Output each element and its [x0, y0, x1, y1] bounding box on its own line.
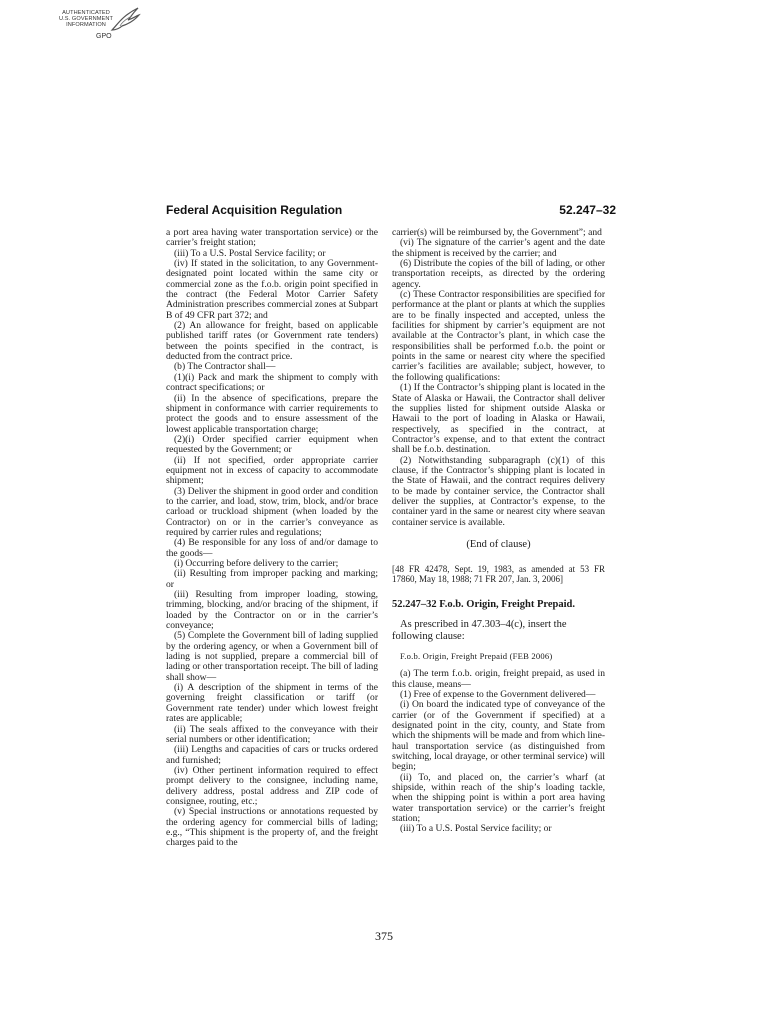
paragraph: (iii) Resulting from improper loading, stowing, trimming, blocking, and/or bracing of the shipment, if loaded by the Contractor on or in the carrier’s conveyance; — [166, 589, 378, 632]
paragraph: (ii) In the absence of specifications, prepare the shipment in conformance with carrier requirements to protect the goods and to ensure assessment of the lowest applicable transportation charge; — [166, 392, 378, 435]
clause-title: F.o.b. Origin, Freight Prepaid (FEB 2006) — [400, 650, 553, 661]
paragraph: (6) Distribute the copies of the bill of lading, or other transportation receipts, as directed by the ordering agency. — [392, 258, 605, 290]
paragraph: (i) A description of the shipment in terms of the governing freight classification or tariff (or Government rate tender) under which lowest freight rates are applicable; — [166, 682, 378, 725]
paragraph: (2) Notwithstanding subparagraph (c)(1) of this clause, if the Contractor’s shipping plant is located in the State of Hawaii, and the contract requires delivery to be made by container service, the Contractor shall deliver the supplies, at Contractor’s expense, to the container yard in the same or nearest city where seavan container service is available. — [392, 454, 605, 528]
right-column — [392, 228, 605, 835]
header-title: Federal Acquisition Regulation — [166, 203, 343, 217]
eagle-icon — [108, 6, 142, 34]
paragraph: (1) Free of expense to the Government delivered— — [400, 688, 596, 700]
paragraph: (2)(i) Order specified carrier equipment when requested by the Government; or — [166, 433, 378, 456]
paragraph: (1) If the Contractor’s shipping plant is located in the State of Alaska or Hawaii, the Contractor shall deliver the supplies listed for shipment outside Alaska or Hawaii to the port of loading in Alaska or Hawaii, respectively, as specified in the contract, at Contractor’s expense, and to that extent the contract shall be f.o.b. destination. — [392, 382, 605, 456]
citation: [48 FR 42478, Sept. 19, 1983, as amended at 53 FR 17860, May 18, 1988; 71 FR 207, Jan. 3, 2006] — [392, 564, 605, 585]
paragraph: (iv) If stated in the solicitation, to any Government-designated point located within the same city or commercial zone as the f.o.b. origin point specified in the contract (the Federal Motor Carrier Safety Administration prescribes commercial zones at Subpart B of 49 CFR part 372; and — [166, 258, 378, 321]
paragraph: (1)(i) Pack and mark the shipment to comply with contract specifications; or — [166, 371, 378, 394]
paragraph: (2) An allowance for freight, based on applicable published tariff rates (or Government rate tenders) between the points specified in the contract, is deducted from the contract price. — [166, 320, 378, 363]
end-of-clause: (End of clause) — [466, 538, 531, 550]
paragraph: (iii) To a U.S. Postal Service facility; or — [174, 247, 326, 259]
gpo-authentication-seal — [56, 6, 142, 50]
paragraph: a port area having water transportation service) or the carrier’s freight station; — [166, 227, 378, 249]
paragraph: (5) Complete the Government bill of lading supplied by the ordering agency, or when a Government bill of lading is not supplied, prepare a commercial bill of lading or other transportation receipt. The bill of lading shall show— — [166, 630, 378, 683]
seal-text: AUTHENTICATED U.S. GOVERNMENT INFORMATION — [58, 10, 114, 29]
clause-paragraphs — [392, 228, 605, 528]
left-column — [166, 228, 378, 849]
paragraph: (ii) To, and placed on, the carrier’s wharf (at shipside, within reach of the ship’s loading tackle, when the shipping point is within a port area having water transportation service) or the carrier’s freight station; — [392, 771, 605, 824]
running-header — [166, 203, 616, 219]
paragraph: (3) Deliver the shipment in good order and condition to the carrier, and load, stow, trim, block, and/or brace carload or truckload shipment (when loaded by the Contractor) on or in the carrier’s conveyance as required by carrier rules and regulations; — [166, 485, 378, 538]
paragraph: (ii) Resulting from improper packing and marking; or — [166, 568, 378, 590]
paragraph: (vi) The signature of the carrier’s agent and the date the shipment is received by the carrier; and — [392, 237, 605, 259]
paragraph: (c) These Contractor responsibilities are specified for performance at the plant or plants at which the supplies are to be finally inspected and accepted, unless the facilities for shipment by carrier’s equipment are not available at the Contractor’s plant, in which case the responsibilities shall be performed f.o.b. the point or points in the same or nearest city where the specified carrier’s facilities are available; subject, however, to the following qualifications: — [392, 289, 605, 383]
paragraph: (a) The term f.o.b. origin, freight prepaid, as used in this clause, means— — [392, 668, 605, 690]
paragraph: (v) Special instructions or annotations requested by the ordering agency for commercial bills of lading; e.g., “This shipment is the property of, and the freight charges paid to the — [166, 806, 378, 849]
clause-paragraphs-2 — [392, 669, 605, 835]
paragraph: (ii) The seals affixed to the conveyance with their serial numbers or other identification; — [166, 723, 378, 745]
section-heading: 52.247–32 F.o.b. Origin, Freight Prepaid. — [392, 599, 575, 611]
paragraph: (iv) Other pertinent information required to effect prompt delivery to the consignee, including name, delivery address, postal address and ZIP code of consignee, routing, etc.; — [166, 764, 378, 807]
header-section-number: 52.247–32 — [559, 203, 616, 217]
paragraph: (b) The Contractor shall— — [174, 361, 276, 373]
paragraph: (i) Occurring before delivery to the carrier; — [174, 558, 339, 569]
paragraph: (4) Be responsible for any loss of and/or damage to the goods— — [166, 537, 378, 559]
paragraph: (ii) If not specified, order appropriate carrier equipment not in excess of capacity to accommodate shipment; — [166, 454, 378, 487]
paragraph: (iii) To a U.S. Postal Service facility; or — [400, 823, 552, 835]
seal-gpo-label: GPO — [96, 33, 112, 40]
page-number: 375 — [375, 929, 393, 943]
paragraph: (iii) Lengths and capacities of cars or trucks ordered and furnished; — [166, 744, 378, 766]
paragraph: (i) On board the indicated type of conveyance of the carrier (or of the Government if specified) at a designated point in the city, county, and State from which the shipments will be made and from which line-haul transportation service (as distinguished from switching, local drayage, or other terminal service) will begin; — [392, 699, 605, 773]
paragraph: carrier(s) will be reimbursed by, the Government”; and — [392, 227, 602, 238]
prescription-text: As prescribed in 47.303–4(c), insert the following clause: — [392, 618, 567, 642]
